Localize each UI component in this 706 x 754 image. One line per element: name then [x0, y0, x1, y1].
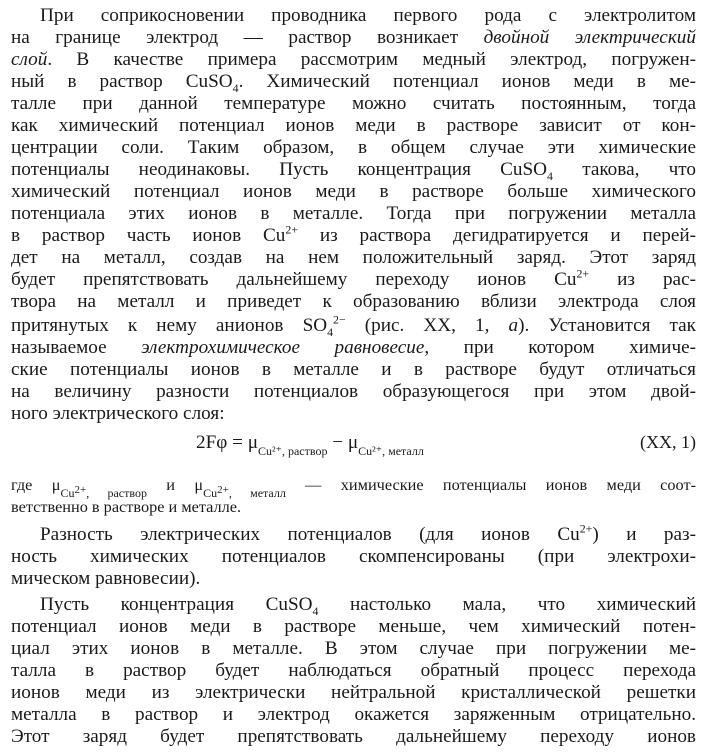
text-line: в раствор часть ионов $Cu^{2+}$ из раствора дегидратируется и перей- — [11, 222, 696, 246]
text-line: талла в раствор будет наблюдаться обратный процесс перехода — [11, 660, 696, 681]
text-line: потенциал ионов меди в растворе меньше, чем химический потен- — [11, 616, 696, 637]
text-line: Разность электрических потенциалов (для ионов $Cu^{2+}$) и раз- — [40, 521, 696, 545]
equation-number: (XX, 1) — [640, 432, 696, 452]
text-line: дет на металл, создав на нем положительный заряд. Этот заряд — [11, 247, 696, 268]
text-line: на границе электрод — раствор возникает двойной электрический — [11, 27, 696, 48]
text-line: центрации соли. Таким образом, в общем случае эти химические — [11, 137, 696, 158]
text-line: ный в раствор CuSO$_4$. Химический потенциал ионов меди в ме- — [11, 71, 696, 95]
text-line: При соприкосновении проводника первого рода с электролитом — [40, 5, 696, 26]
text-line: ного электрического слоя: — [11, 403, 225, 424]
text-line: циал этих ионов в металле. В этом случае при погружении ме- — [11, 638, 696, 659]
text-line: Пусть концентрация CuSO$_4$ настолько мала, что химический — [40, 594, 696, 618]
equation-expression: $2F\varphi = \mu_{Cu^{2+}, раствор} - \mu_{Cu^{2+}, металл}$ — [196, 432, 424, 458]
text-line: талле при данной температуре можно считать постоянным, тогда — [11, 93, 696, 114]
text-line: потенциала этих ионов в металле. Тогда при погружении металла — [11, 203, 696, 224]
text-line: твора на металл и приведет к образованию вблизи электрода слоя — [11, 291, 696, 312]
text-line: называемое электрохимическое равновесие, при котором химиче- — [11, 337, 696, 358]
text-line: химический потенциал ионов меди в растворе больше химического — [11, 181, 696, 202]
text-line: потенциалы неодинаковы. Пусть концентрация CuSO$_4$ такова, что — [11, 159, 696, 183]
text-line: где $\mu_{Cu2+, раствор}$ и $\mu_{Cu2+, металл}$ — химические потенциалы ионов меди соот- — [11, 475, 697, 500]
text-line: будет препятствовать дальнейшему переходу ионов $Cu^{2+}$ из рас- — [11, 266, 696, 290]
text-line: ионов меди из электрически нейтральной кристаллической решетки — [11, 682, 696, 703]
text-line: мическом равновесии). — [11, 568, 201, 589]
text-line: ность химических потенциалов скомпенсированы (при электрохи- — [11, 546, 696, 567]
text-line: ветственно в растворе и металле. — [11, 497, 242, 516]
text-line: притянутых к нему анионов $SO_4^{2-}$ (рис. XX, 1, а). Установится так — [11, 312, 696, 339]
text-line: ские потенциалы ионов в металле и в растворе будут отличаться — [11, 359, 696, 380]
equation — [196, 428, 696, 460]
text-line: на величину разности потенциалов образующегося при этом двой- — [11, 381, 696, 402]
text-line: слой. В качестве примера рассмотрим медный электрод, погружен- — [11, 49, 696, 70]
text-line: Этот заряд будет препятствовать дальнейшему переходу ионов — [11, 726, 696, 747]
text-line: металла в раствор и электрод окажется заряженным отрицательно. — [11, 704, 696, 725]
text-line: как химический потенциал ионов меди в растворе зависит от кон- — [11, 115, 696, 136]
